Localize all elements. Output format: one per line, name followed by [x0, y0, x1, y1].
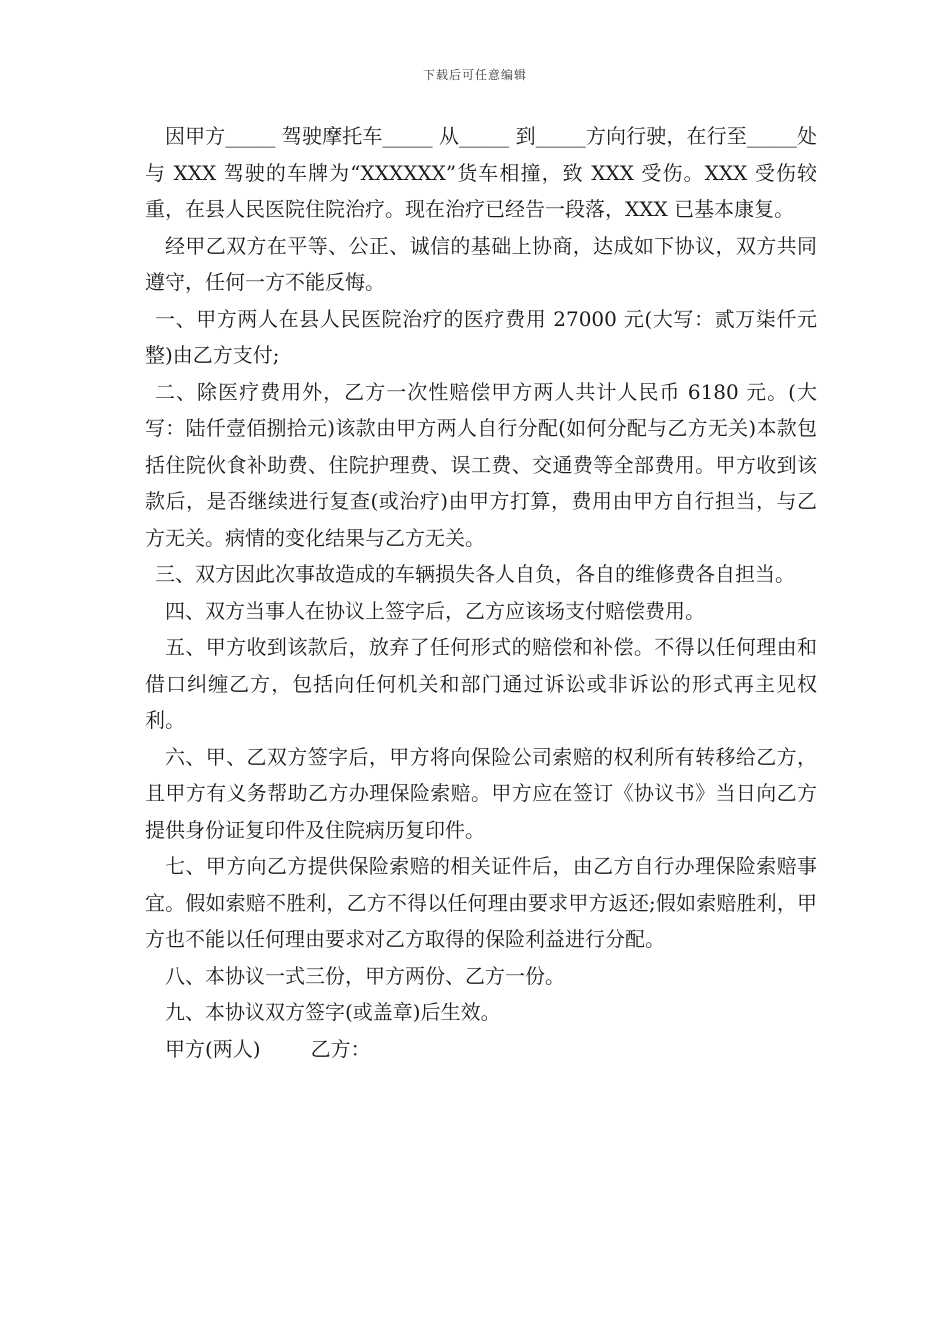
- clause-4-payment: 四、双方当事人在协议上签字后，乙方应该场支付赔偿费用。: [165, 598, 705, 623]
- clause-1-medical-fees: 一、甲方两人在县人民医院治疗的医疗费用 27000 元(大写：贰万柒仟元整)由乙方支付;: [145, 306, 817, 367]
- clause-6-insurance-transfer: 六、甲、乙双方签字后，甲方将向保险公司索赔的权利所有转移给乙方，且甲方有义务帮助乙方办理保险索赔。甲方应在签订《协议书》当日向乙方提供身份证复印件及住院病历复印件。: [145, 744, 817, 842]
- clause-9-effective: 九、本协议双方签字(或盖章)后生效。: [165, 1000, 501, 1024]
- agreement-body: [145, 118, 817, 1067]
- paragraph-agreement-intro: 经甲乙双方在平等、公正、诚信的基础上协商，达成如下协议，双方共同遵守，任何一方不能反悔。: [145, 233, 817, 294]
- clause-2-compensation: 二、除医疗费用外，乙方一次性赔偿甲方两人共计人民币 6180 元。(大写：陆仟壹佰捌拾元)该款由甲方两人自行分配(如何分配与乙方无关)本款包括住院伙食补助费、住院护理费、误工费、交通费等全部费用。甲方收到该款后，是否继续进行复查(或治疗)由甲方打算，费用由甲方自行担当，与乙方无关。病情的变化结果与乙方无关。: [145, 379, 817, 550]
- clause-5-waiver: 五、甲方收到该款后，放弃了任何形式的赔偿和补偿。不得以任何理由和借口纠缠乙方，包括向任何机关和部门通过诉讼或非诉讼的形式再主见权利。: [145, 635, 817, 732]
- party-a-signature-label: 甲方(两人): [165, 1036, 261, 1061]
- clause-8-copies: 八、本协议一式三份，甲方两份、乙方一份。: [165, 963, 565, 988]
- clause-3-vehicle-damage: 三、双方因此次事故造成的车辆损失各人自负，各自的维修费各自担当。: [155, 562, 795, 586]
- page-header-note: 下载后可任意编辑: [422, 68, 527, 82]
- paragraph-accident-description: 因甲方_____ 驾驶摩托车_____ 从_____ 到_____方向行驶，在行至_____处与 XXX 驾驶的车牌为“XXXXXX”货车相撞，致 XXX 受伤。XXX 受伤较重，在县人民医院住院治疗。现在治疗已经告一段落，XXX 已基本康复。: [145, 124, 817, 221]
- signature-line: [145, 1031, 817, 1068]
- party-b-signature-label: 乙方：: [310, 1036, 371, 1061]
- clause-7-insurance-claim: 七、甲方向乙方提供保险索赔的相关证件后，由乙方自行办理保险索赔事宜。假如索赔不胜利，乙方不得以任何理由要求甲方返还;假如索赔胜利，甲方也不能以任何理由要求对乙方取得的保险利益进行分配。: [145, 854, 817, 951]
